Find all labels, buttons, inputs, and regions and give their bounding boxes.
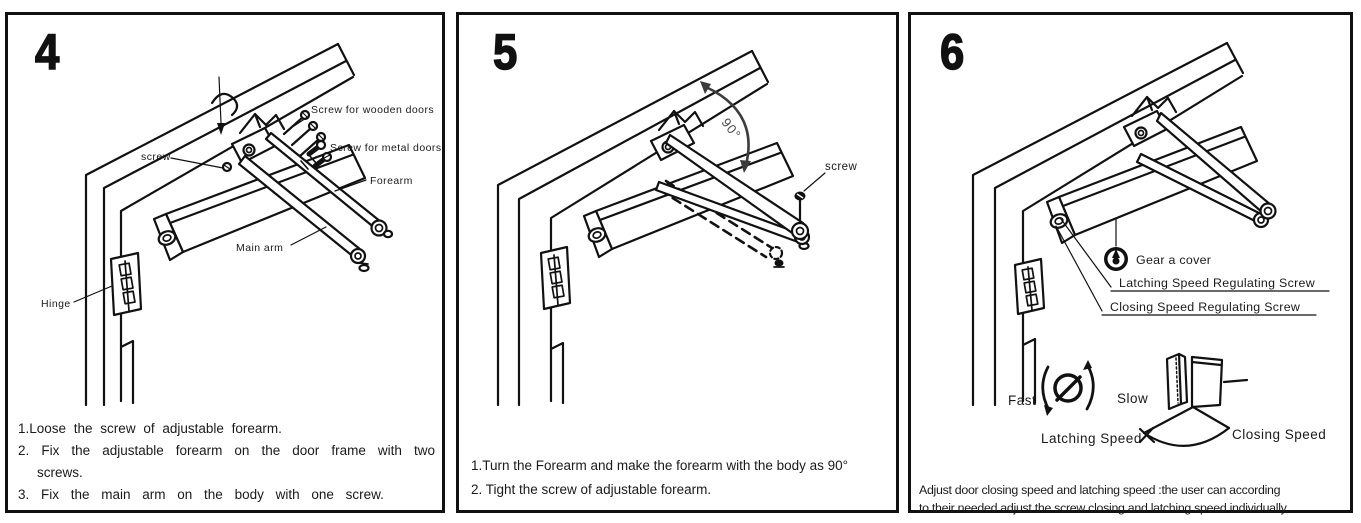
closing-screw-leader-line	[1056, 226, 1102, 311]
screw-label: screw	[825, 161, 858, 173]
panel-step-6	[908, 12, 1353, 513]
note-line: to their needed adjust the screw closing and latching speed individually.	[919, 501, 1289, 515]
instruction-line: 1.Loose the screw of adjustable forearm.	[18, 421, 282, 436]
wooden-screws-label: Screw for wooden doors	[311, 104, 435, 116]
main-arm-label: Main arm	[236, 242, 284, 254]
step-5-instructions	[471, 455, 869, 501]
hinge	[541, 247, 570, 309]
gear-cover-label: Gear a cover	[1136, 253, 1212, 267]
hinge-label: Hinge	[41, 298, 71, 310]
step-6-illustration	[911, 15, 1350, 510]
door-frame	[973, 43, 1243, 405]
angle-label: 90°	[718, 115, 745, 143]
panel-step-4	[5, 12, 445, 513]
closing-screw-label: Closing Speed Regulating Screw	[1110, 300, 1301, 314]
instruction-line: 1.Turn the Forearm and make the forearm with the body as 90°	[471, 458, 849, 473]
hinge-leader-line	[74, 286, 112, 302]
main-arm-leader-line	[291, 227, 326, 245]
screw-leader-line	[804, 173, 825, 191]
instruction-line: 3. Fix the main arm on the body with one screw.	[18, 487, 384, 502]
step-number: 4	[35, 23, 60, 80]
forearm-screw	[795, 192, 806, 222]
instruction-line: 2. Fix the adjustable forearm on the door frame with two screws.	[18, 443, 435, 480]
screw-label: screw	[141, 151, 171, 163]
closing-speed-label: Closing Speed	[1232, 427, 1327, 442]
note-line: Adjust door closing speed and latching speed :the user can according	[919, 483, 1281, 497]
metal-screws-label: Screw for metal doors	[330, 142, 442, 154]
step-4-instructions	[18, 418, 435, 506]
step-5-illustration	[459, 15, 896, 510]
forearm-label: Forearm	[370, 175, 413, 187]
hinge	[1015, 259, 1044, 314]
gear-cover-icon	[1104, 247, 1128, 271]
step-number: 5	[493, 23, 518, 80]
step-6-note	[919, 481, 1289, 517]
panel-step-5	[456, 12, 899, 513]
slow-label: Slow	[1117, 391, 1149, 406]
step-number: 6	[940, 23, 965, 80]
fast-label: Fast	[1008, 393, 1037, 408]
speed-dial-icon	[1043, 360, 1094, 416]
loosen-arrow-icon	[212, 77, 237, 135]
door-swing-icon	[1140, 354, 1247, 446]
hinge	[111, 253, 141, 315]
instruction-line: 2. Tight the screw of adjustable forearm.	[471, 482, 712, 497]
latching-screw-label: Latching Speed Regulating Screw	[1119, 276, 1315, 290]
forearm-screw	[223, 163, 231, 171]
latching-speed-label: Latching Speed	[1041, 431, 1142, 446]
